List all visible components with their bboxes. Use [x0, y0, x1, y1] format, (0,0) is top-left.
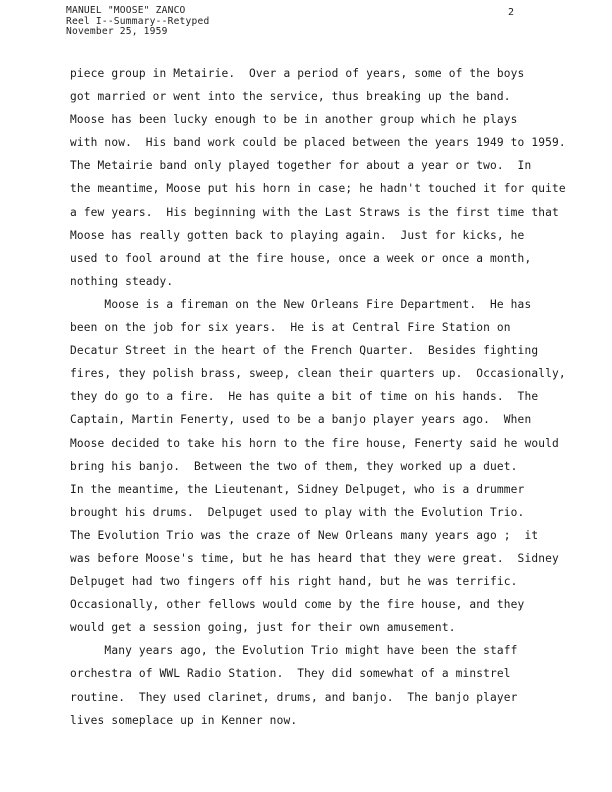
text-line: routine. They used clarinet, drums, and banjo. The banjo player: [70, 690, 518, 704]
text-line: The Evolution Trio was the craze of New Orleans many years ago ; it: [70, 528, 539, 542]
text-line: Moose decided to take his horn to the fire house, Fenerty said he would: [70, 436, 559, 450]
page-number: 2: [508, 7, 515, 18]
text-line: In the meantime, the Lieutenant, Sidney Delpuget, who is a drummer: [70, 482, 525, 496]
paragraph: [70, 639, 590, 731]
text-line: lives someplace up in Kenner now.: [70, 713, 298, 727]
interviewee-name: MANUEL "MOOSE" ZANCO: [66, 5, 186, 16]
body-text: [70, 62, 590, 732]
interview-date: November 25, 1959: [66, 26, 168, 37]
text-line: would get a session going, just for their own amusement.: [70, 621, 456, 635]
text-line: been on the job for six years. He is at Central Fire Station on: [70, 321, 511, 335]
text-line: with now. His band work could be placed between the years 1949 to 1959.: [70, 136, 566, 150]
text-line: bring his banjo. Between the two of them, they worked up a duet.: [70, 459, 518, 473]
text-line: Many years ago, the Evolution Trio might have been the staff: [70, 644, 518, 658]
text-line: they do go to a fire. He has quite a bit of time on his hands. The: [70, 390, 539, 404]
text-line: used to fool around at the fire house, once a week or once a month,: [70, 251, 532, 265]
text-line: fires, they polish brass, sweep, clean their quarters up. Occasionally,: [70, 367, 566, 381]
text-line: Moose has been lucky enough to be in another group which he plays: [70, 113, 518, 127]
paragraph: [70, 293, 590, 639]
text-line: the meantime, Moose put his horn in case; he hadn't touched it for quite: [70, 182, 566, 196]
text-line: Decatur Street in the heart of the French Quarter. Besides fighting: [70, 344, 539, 358]
text-line: nothing steady.: [70, 274, 174, 288]
text-line: Occasionally, other fellows would come by the fire house, and they: [70, 598, 525, 612]
text-line: piece group in Metairie. Over a period of years, some of the boys: [70, 67, 525, 80]
text-line: a few years. His beginning with the Last Straws is the first time that: [70, 205, 559, 219]
text-line: got married or went into the service, thus breaking up the band.: [70, 90, 511, 104]
reel-label: Reel I--Summary--Retyped: [66, 15, 210, 27]
text-line: The Metairie band only played together for about a year or two. In: [70, 159, 532, 173]
paragraph: [70, 62, 590, 293]
text-line: brought his drums. Delpuget used to play with the Evolution Trio.: [70, 505, 525, 519]
text-line: Delpuget had two fingers off his right hand, but he was terrific.: [70, 575, 518, 589]
text-line: Moose is a fireman on the New Orleans Fire Department. He has: [70, 297, 532, 311]
text-line: was before Moose's time, but he has heard that they were great. Sidney: [70, 551, 559, 565]
document-header: [66, 6, 209, 38]
text-line: Captain, Martin Fenerty, used to be a banjo player years ago. When: [70, 413, 532, 427]
text-line: Moose has really gotten back to playing again. Just for kicks, he: [70, 228, 525, 242]
text-line: orchestra of WWL Radio Station. They did somewhat of a minstrel: [70, 667, 511, 681]
